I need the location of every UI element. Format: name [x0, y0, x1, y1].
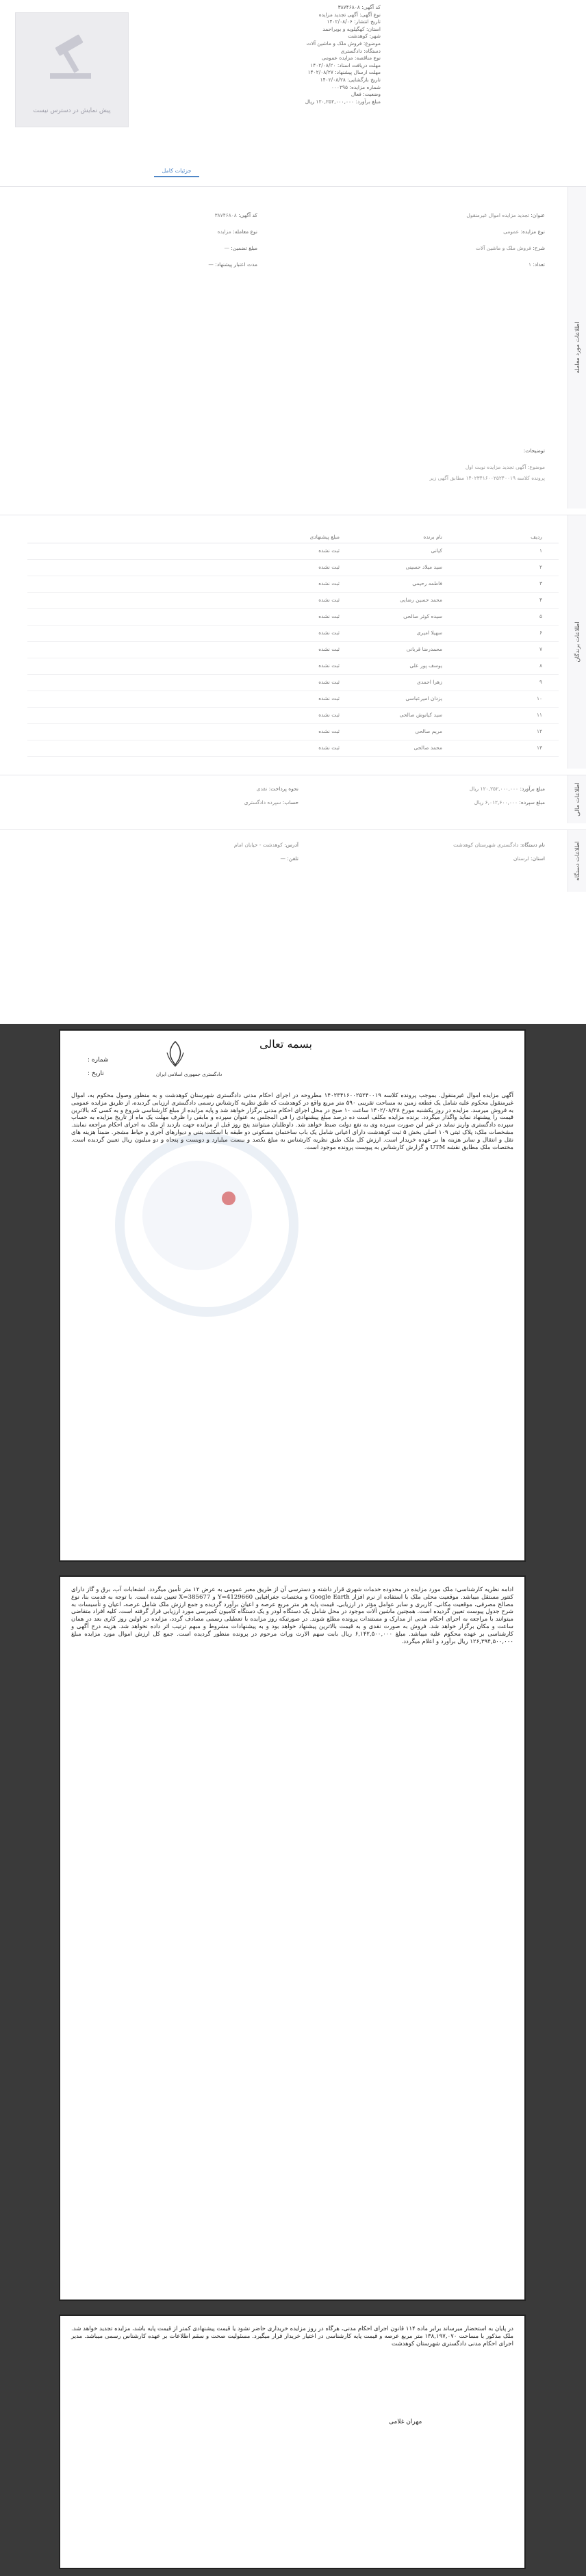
table-cell: ثبت نشده [318, 597, 340, 603]
gavel-icon [43, 34, 102, 81]
table-row [27, 626, 559, 642]
table-cell: کیانی [431, 548, 442, 554]
deal-field: شرح: فروش ملک و ماشین آلات [475, 245, 545, 251]
table-cell: زهرا احمدی [416, 679, 442, 685]
document-body: در پایان به استحضار میرساند برابر ماده ۱۱۴ قانون اجرای احکام مدنی، هرگاه در روز مزایده خریداری حاضر نشود یا قیمت پیشنهادی کمتر از قیمت پایه باشد، مزایده تجدید خواهد شد. ملک مذکور با مساحت ۱۳۸,۱۹۷,۰۷۰ متر مربع عرصه و قیمت پایه کارشناسی در اختیار خریدار قرار میگیرد. مسئولیت صحت و سقم اطلاعات بر عهده کارشناس رسمی میباشد. مدیر اجرای احکام مدنی دادگستری شهرستان کوهدشت [71, 2326, 513, 2347]
winners-table-header [27, 530, 559, 543]
document-body: ادامه نظریه کارشناسی: ملک مورد مزایده در محدوده خدمات شهری قرار داشته و دسترسی آن از طریق معبر عمومی به عرض ۱۲ متر تأمین میگردد. انشعابات آب، برق و گاز دارای کنتور مستقل میباشد. موقعیت محلی ملک با استفاده از نرم افزار Google Earth و مختصات جغرافیایی Y=4129660 و X=385677 تعیین شده است. با توجه به قدمت بنا، نوع مصالح مصرفی، موقعیت مکانی، کاربری و سایر عوامل مؤثر در ارزیابی، قیمت پایه هر متر مربع عرصه و اعیان برآورد گردیده و جمع ارزش ملک شامل عرصه، اعیان و تأسیسات به شرح جدول پیوست تعیین گردیده است. همچنین ماشین آلات موجود در محل شامل یک دستگاه لودر و یک دستگاه کامیون کمپرسی مورد ارزیابی قرار گرفته است. کلیه افراد متقاضی میتوانند با مراجعه به اجرای احکام مدنی از مدارک و مستندات پرونده مطلع شوند. در صورتیکه روز مزایده با تعطیلی رسمی مصادف گردد، مزایده در اولین روز کاری بعد در همان ساعت و مکان برگزار خواهد شد. فروش به صورت نقدی و به قیمت بالاترین پیشنهاد خواهد بود و به پیشنهادات مشروط و مبهم ترتیب اثر داده نخواهد شد. هزینه درج آگهی و کارشناسی بر عهده محکوم علیه میباشد. مبلغ ۶,۱۴۲,۵۰۰,۰۰۰ ریال بابت سهم الارث وراث مرحوم در پرونده منظور گردیده است. جمع کل ارزش اموال مورد مزایده مبلغ ۱۲۶,۳۹۴,۵۰۰,۰۰۰ ریال برآورد و اعلام میگردد. [71, 1586, 514, 1645]
table-row [27, 643, 559, 658]
table-cell: مریم صالحی [415, 728, 442, 734]
description-label: توضیحات: [523, 448, 545, 454]
section-side-label: اطلاعات مالی [568, 775, 586, 823]
table-cell: ۷ [539, 646, 542, 652]
table-row [27, 593, 559, 609]
table-cell: فاطمه رحیمی [412, 580, 442, 587]
deal-field: تعداد: ۱ [528, 261, 545, 268]
meta-line: موضوع: فروش ملک و ماشین آلات [306, 40, 381, 47]
meta-line: مهلت ارسال پیشنهاد: ۱۴۰۲/۰۸/۲۷ [307, 69, 381, 76]
document-date-label: تاریخ : [88, 1070, 104, 1077]
table-cell: ۸ [539, 662, 542, 669]
table-cell: ثبت نشده [318, 695, 340, 701]
table-cell: ۲ [539, 564, 542, 570]
section-side-label: اطلاعات دستگاه [568, 830, 586, 892]
table-cell: ۱ [539, 548, 542, 554]
document-heading: بسمه تعالی [259, 1038, 312, 1051]
watermark-seal [142, 1161, 252, 1270]
table-cell: ثبت نشده [318, 564, 340, 570]
table-row [27, 659, 559, 675]
table-cell: ثبت نشده [318, 613, 340, 619]
summary-header [0, 0, 586, 186]
table-cell: ۳ [539, 580, 542, 587]
table-row [27, 561, 559, 576]
table-cell: ۱۲ [536, 728, 542, 734]
table-cell: ثبت نشده [318, 646, 340, 652]
meta-line: شهر: کوهدشت [348, 33, 381, 40]
document-page [59, 1029, 526, 1562]
meta-line: تاریخ بازگشایی: ۱۴۰۲/۰۸/۲۸ [320, 76, 381, 83]
col-header: نام برنده [423, 534, 442, 540]
section-deal-info [0, 186, 586, 508]
table-cell: محمدرضا قربانی [406, 646, 442, 652]
deal-field: کد آگهی: ۳۸۷۴۶۸۰۸ [214, 212, 257, 218]
meta-line: کد آگهی: ۳۸۷۴۶۸۰۸ [337, 4, 381, 10]
agency-field: نام دستگاه: دادگستری شهرستان کوهدشت [453, 842, 545, 848]
table-row [27, 708, 559, 724]
table-cell: ثبت نشده [318, 712, 340, 718]
table-row [27, 725, 559, 740]
stamp-mark [222, 1192, 235, 1205]
table-cell: ثبت نشده [318, 745, 340, 751]
deal-field: نوع مزایده: عمومی [503, 229, 545, 235]
meta-line: استان: کهگیلویه و بویراحمد [322, 25, 381, 32]
table-cell: ۱۰ [536, 695, 542, 701]
financial-field: نحوه پرداخت: نقدی [256, 786, 298, 792]
meta-line: نوع مناقصه: مزایده عمومی [322, 55, 381, 62]
section-financial [0, 775, 586, 823]
document-body: آگهی مزایده اموال غیرمنقول. بموجب پرونده کلاسه ۱۴۰۲۳۴۱۶۰۰۲۵۲۴۰۰۱۹ مطروحه در اجرای احکام مدنی دادگستری شهرستان کوهدشت و به منظور وصول محکوم به، اموال غیرمنقول محکوم علیه شامل یک قطعه زمین به مساحت تقریبی ۵۹۰ متر مربع واقع در کوهدشت که طبق نظریه کارشناس رسمی دادگستری ارزیابی گردیده، از طریق مزایده عمومی به فروش میرسد. مزایده در روز یکشنبه مورخ ۱۴۰۲/۰۸/۲۸ ساعت ۱۰ صبح در محل اجرای احکام مدنی برگزار خواهد شد و پایه مزایده از مبلغ کارشناسی شروع و به کسی که بالاترین قیمت را پیشنهاد نماید واگذار میگردد. برنده مزایده مکلف است ده درصد مبلغ پیشنهادی را فی المجلس به عنوان سپرده و مابقی را ظرف مهلت یک ماه از تاریخ مزایده به حساب سپرده دادگستری واریز نماید در غیر این صورت سپرده وی به نفع دولت ضبط خواهد شد. داوطلبان میتوانند پنج روز قبل از مزایده جهت بازدید از ملک به اجرای احکام مراجعه نمایند. مشخصات ملک: پلاک ثبتی ۱۰۹ اصلی بخش ۵ ثبت کوهدشت دارای اعیانی شامل یک باب ساختمان مسکونی دو طبقه با اسکلت بتنی و دیوارهای آجری و حیاط مشجر. ضمناً هزینه های نقل و انتقال و سایر هزینه ها بر عهده خریدار است. ارزش کل ملک طبق نظریه کارشناس به مبلغ یکصد و بیست میلیارد و دویست و پنجاه و دو میلیون ریال تعیین گردیده است. مختصات ملک مطابق نقشه UTM و گزارش کارشناس به پیوست پرونده موجود است. [71, 1092, 513, 1151]
tab-full-details[interactable]: جزئیات کامل [154, 166, 199, 177]
table-cell: سید میلاد حسینی [405, 564, 442, 570]
table-cell: ثبت نشده [318, 679, 340, 685]
table-cell: ۹ [539, 679, 542, 685]
meta-line: دستگاه: دادگستری [340, 47, 381, 54]
section-winners [0, 515, 586, 769]
agency-field: استان: لرستان [513, 855, 545, 862]
table-cell: محمد صالحی [413, 745, 442, 751]
table-cell: سیده کوثر صالحی [403, 613, 442, 619]
summary-meta [155, 4, 381, 105]
table-cell: ۴ [539, 597, 542, 603]
table-cell: ثبت نشده [318, 580, 340, 587]
financial-field: مبلغ سپرده: ۶,۰۱۲,۶۰۰,۰۰۰ ریال [474, 799, 545, 806]
document-page [59, 2315, 526, 2569]
agency-field: تلفن: — [280, 855, 298, 862]
table-cell: ۱۳ [536, 745, 542, 751]
table-cell: ثبت نشده [318, 630, 340, 636]
meta-line: مهلت دریافت اسناد: ۱۴۰۲/۰۸/۲۰ [310, 62, 381, 68]
section-agency [0, 829, 586, 892]
agency-field: آدرس: کوهدشت - خیابان امام [233, 842, 298, 848]
preview-image [15, 12, 129, 127]
financial-field: حساب: سپرده دادگستری [244, 799, 298, 806]
table-cell: ثبت نشده [318, 662, 340, 669]
emblem-icon [163, 1040, 188, 1068]
table-row [27, 610, 559, 626]
meta-line: تاریخ انتشار: ۱۴۰۲/۰۸/۰۶ [327, 18, 381, 25]
table-cell: ۶ [539, 630, 542, 636]
deal-field: مدت اعتبار پیشنهاد: — [208, 261, 257, 268]
meta-line: نوع آگهی: آگهی تجدید مزایده [318, 11, 381, 18]
meta-line: وضعیت: فعال [351, 91, 381, 98]
document-viewer[interactable] [0, 1024, 586, 2576]
table-row [27, 692, 559, 708]
table-row [27, 675, 559, 691]
financial-field: مبلغ برآورد: ۱۲۰,۲۵۲,۰۰۰,۰۰۰ ریال [469, 786, 545, 792]
table-row [27, 544, 559, 560]
table-cell: ۵ [539, 613, 542, 619]
description-line: پرونده کلاسه ۱۴۰۲۳۴۱۶۰۰۲۵۲۴۰۰۱۹ مطابق آگهی زیر [429, 475, 545, 481]
preview-caption: پیش نمایش در دسترس نیست [33, 107, 111, 114]
table-cell: ثبت نشده [318, 548, 340, 554]
table-cell: سهیلا امیری [416, 630, 442, 636]
deal-field: عنوان: تجدید مزایده اموال غیرمنقول [466, 212, 545, 218]
table-row [27, 741, 559, 757]
deal-field: نوع معامله: مزایده [217, 229, 257, 235]
col-header: مبلغ پیشنهادی [309, 534, 340, 540]
table-cell: سید کیانوش صالحی [399, 712, 442, 718]
table-cell: محمد حسین رضایی [400, 597, 442, 603]
meta-line: مبلغ برآورد: ۱۲۰,۲۵۲,۰۰۰,۰۰۰ ریال [305, 98, 381, 105]
description-line: موضوع: آگهی تجدید مزایده نوبت اول [465, 464, 545, 470]
section-side-label: اطلاعات مورد معامله [568, 187, 586, 508]
section-side-label: اطلاعات برندگان [568, 515, 586, 769]
table-row [27, 577, 559, 593]
meta-line: شماره مزایده: ۰۰۰۲۹۵ [331, 83, 381, 90]
document-page [59, 1575, 526, 2301]
organization-name: دادگستری جمهوری اسلامی ایران [156, 1072, 222, 1077]
table-cell: ثبت نشده [318, 728, 340, 734]
table-cell: یزدان امیرعباسی [405, 695, 442, 701]
document-number-label: شماره : [88, 1057, 109, 1064]
table-cell: ۱۱ [536, 712, 542, 718]
col-header: ردیف [531, 534, 542, 540]
signature-name: مهران غلامی [389, 2419, 422, 2425]
table-cell: یوسف پور علی [409, 662, 442, 669]
deal-field: مبلغ تضمین: — [224, 245, 257, 251]
